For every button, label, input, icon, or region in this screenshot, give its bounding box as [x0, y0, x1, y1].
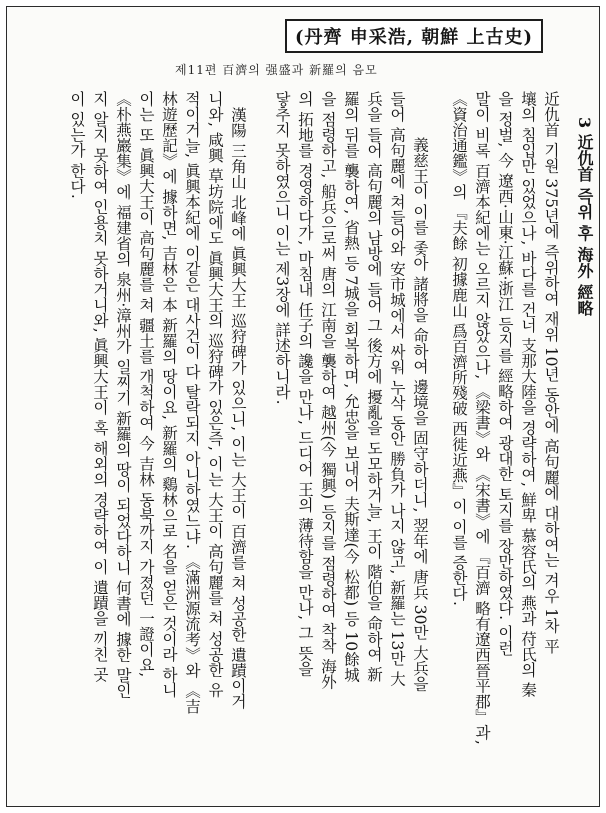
text-column: 의 拓地를 경영하다가, 마침내 任子의 讒을 만나, 드디어 王의 薄待함을 만나, 그 뜻을 — [296, 91, 314, 677]
text-column: 들어 高句麗에 쳐들어와 安市城에서 싸워 누삭 동안 勝負가 나지 않고, 新羅는 13만 大 — [388, 91, 406, 687]
text-column: 을 점령하고, 船兵으로써 唐의 江南을 襲하여 越州(今 獨興) 등지를 점령하여 착착 海外 — [319, 91, 337, 690]
text-column: 적이거늘, 眞興本紀에 이같은 대사건이 다 탈락되지 아니하였느냐. 《滿洲源流考》와 《吉 — [183, 91, 201, 714]
text-column: 《資治通鑑》의 『夫餘 初據鹿山 爲百濟所殘破 西徙近燕』이 이를 증한다. — [450, 91, 468, 606]
text-column: 이 있는가 한다. — [68, 91, 86, 199]
text-column: 니와, 咸興 草坊院에도 眞興大王의 巡狩碑가 있은즉, 이는 大王이 高句麗를 쳐 성공한 유 — [206, 91, 224, 698]
text-column: 壤의 침입만 있었으나, 바다를 건너 支那大陸을 경략하여, 鮮卑 慕容氏의 燕과 苻氏의 秦 — [519, 91, 537, 698]
text-column: 義慈王이 이를 좇아 諸將을 命하여 邊境을 固守하더니, 翌年에 唐兵 30만 大兵을 — [411, 137, 429, 692]
text-column: 말이 비록 百濟本紀에는 오르지 않았으나, 《梁書》와 《宋書》에 『百濟 略有遼西晉平郡』과, — [473, 91, 491, 745]
text-column: 近仇首 기원 375년에 즉위하여 재위 10년 동안에 高句麗에 대하여는 겨우 1차 平 — [542, 91, 560, 654]
section-title: 3 近仇首 즉위 후 海外 經略 — [575, 117, 594, 316]
text-column-underlined: 林遊歷記》에 據하면, 吉林은 本 新羅의 땅이요, 新羅의 鷄林으로 名을 얻은 것이라 하니 — [160, 91, 178, 698]
book-title-box: (丹齊 申采浩, 朝鮮 上古史) — [285, 19, 543, 53]
scanned-page — [6, 6, 600, 807]
text-column-underlined: 이는 또 眞興大王이 高句麗를 쳐 疆土를 개척하여 今 吉林 동북까지 가졌던 一證이요, — [137, 91, 155, 678]
text-column: 을 정벌, 今 遼西·山東·江蘇·浙江 등지를 經略하여 광대한 토지를 장만하였다. 이런 — [496, 91, 514, 656]
text-column-underlined: 《朴燕巖集》에 福建省의 泉州·漳州가 일찌기 新羅의 땅이 되었다하니 何書에 據한 말인 — [114, 91, 132, 699]
chapter-header: 제11편 百濟의 强盛과 新羅의 음모 — [175, 63, 378, 77]
text-column: 漢陽 三角山 北峰에 眞興大王 巡狩碑가 있으니, 이는 大王이 百濟를 쳐 성공한 遺蹟이거 — [229, 107, 247, 709]
text-column: 兵을 들어 高句麗의 남방에 들어 그 後方에 擾亂을 도모하거늘, 王이 階伯을 命하여 新 — [365, 91, 383, 683]
text-column: 닿추지 못하였으니 이는 제3장에 詳述하니라. — [273, 91, 291, 405]
text-column: 지 알지 못하여 인용치 못하거니와, 眞興大王이 혹 해외의 경략하여 이 遺蹟을 끼친 곳 — [91, 91, 109, 683]
text-column: 羅의 뒤를 襲하여, 省熱 등 7城을 회복하며, 允忠을 보내어 夫斯達(今 松都) 등 10餘城 — [342, 91, 360, 683]
